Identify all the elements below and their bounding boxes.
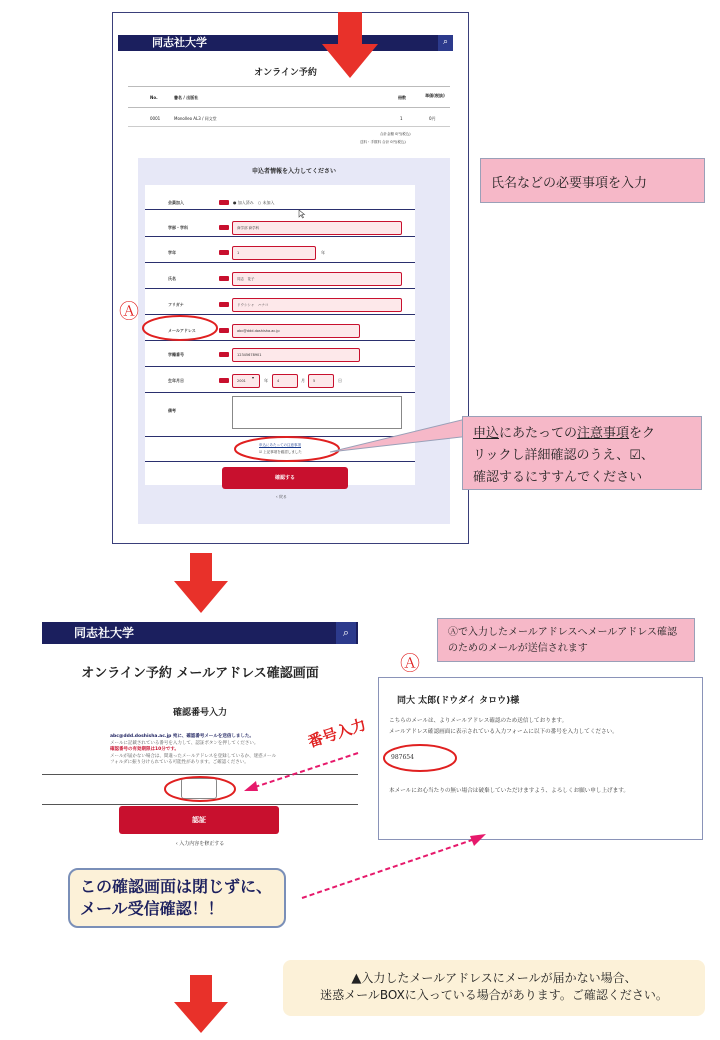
required-badge bbox=[219, 276, 229, 281]
confirm-button[interactable]: 確認する bbox=[222, 467, 348, 489]
email-body-line: メールアドレス確認画面に表示されている入力フォームに以下の番号を入力してください。 bbox=[389, 729, 618, 735]
required-badge bbox=[219, 352, 229, 357]
day-suffix: 日 bbox=[338, 378, 342, 383]
year-suffix: 年 bbox=[264, 378, 268, 383]
warning-icon: ▲ bbox=[351, 971, 362, 986]
page-title: オンライン予約 bbox=[254, 68, 317, 78]
name-field[interactable]: 同志 花子 bbox=[232, 272, 402, 286]
month-suffix: 月 bbox=[301, 378, 305, 383]
site-logo-2[interactable]: 同志社大学 bbox=[74, 626, 135, 640]
row-divider bbox=[145, 366, 415, 367]
field-label-birthdate: 生年月日 bbox=[168, 378, 184, 383]
email-body-line: 本メールにお心当たりの無い場合は破棄していただけますよう、よろしくお願い申し上げます。 bbox=[389, 788, 629, 794]
search-button-2[interactable] bbox=[336, 622, 356, 644]
fix-input-link[interactable]: ‹ 入力内容を修正する bbox=[175, 841, 225, 847]
field-label-student-id: 学籍番号 bbox=[168, 352, 184, 357]
confirm-page-title: オンライン予約 メールアドレス確認画面 bbox=[81, 666, 319, 681]
grade-suffix: 年 bbox=[321, 250, 325, 255]
auth-button[interactable]: 認証 bbox=[119, 806, 279, 834]
cart-table-row: 0001 Monolleo AL3 / 同文堂 1 0円 bbox=[128, 111, 450, 127]
field-label-remarks: 備考 bbox=[168, 408, 176, 413]
email-code-highlight-ellipse bbox=[381, 742, 459, 774]
email-highlight-ellipse bbox=[140, 313, 220, 343]
notes-confirm-checkbox[interactable]: ☑ 上記事項を確認しました bbox=[259, 450, 302, 454]
dashed-arrow-to-email bbox=[298, 830, 490, 902]
field-label-faculty: 学部・学科 bbox=[168, 225, 188, 230]
mouse-cursor-icon bbox=[298, 209, 306, 219]
row-divider bbox=[145, 288, 415, 289]
field-label-furigana: フリガナ bbox=[168, 302, 184, 307]
required-badge bbox=[219, 302, 229, 307]
number-input-label: 番号入力 bbox=[305, 715, 369, 752]
down-arrow-icon bbox=[174, 553, 228, 613]
marker-a: Ⓐ bbox=[119, 299, 139, 323]
required-badge bbox=[219, 328, 229, 333]
underlined-text: 注意事項 bbox=[577, 426, 630, 441]
dashed-arrow-to-input bbox=[240, 748, 360, 798]
cart-table-header: No. 書名 / 出版社 冊数 単価(税抜) bbox=[128, 86, 450, 108]
form-title: 申込者情報を入力してください bbox=[251, 168, 336, 175]
down-arrow-icon bbox=[174, 975, 228, 1033]
callout-input-required: 氏名などの必要事項を入力 bbox=[480, 158, 705, 203]
callout-email-sent: Ⓐで入力したメールアドレスへメールアドレス確認のためのメールが送信されます bbox=[437, 618, 695, 662]
email-greeting: 同大 太郎(ドウダイ タロウ)様 bbox=[397, 696, 520, 706]
email-field[interactable]: abc@ddd.doshisha.ac.jp bbox=[232, 324, 360, 338]
row-divider bbox=[145, 209, 415, 210]
search-button[interactable] bbox=[438, 35, 453, 51]
required-badge bbox=[219, 378, 229, 383]
student-id-field[interactable]: 12345678901 bbox=[232, 348, 360, 362]
membership-radio-group[interactable]: ● 加入済み ○ 未加入 bbox=[233, 200, 275, 205]
birth-day-field[interactable]: 5 bbox=[308, 374, 334, 388]
code-section-bottom-line bbox=[42, 804, 358, 805]
confirm-message: abc@ddd.doshisha.ac.jp 宛に、確認番号メールを送信しました。 メールに記載されている番号を入力して、認証ボタンを押してください。 確認番号の有効期限は10分です。 メールが届かない場合は、間違ったメールアドレスを登録しているか、迷惑メール フォルダに振り分けられている可能性があります。ご確認ください。 bbox=[110, 734, 277, 765]
field-label-membership: 会員加入 bbox=[168, 200, 184, 205]
callout-notes: 申込にあたっての注意事項をク リックし詳細確認のうえ、☑、 確認するにすすんでください bbox=[462, 416, 702, 490]
notes-highlight-ellipse bbox=[232, 434, 342, 464]
birth-month-field[interactable]: 4 bbox=[272, 374, 298, 388]
search-icon: ⌕ bbox=[342, 626, 350, 639]
confirm-subtitle: 確認番号入力 bbox=[172, 708, 227, 718]
field-label-name: 氏名 bbox=[168, 276, 176, 281]
field-label-email: メールアドレス bbox=[168, 328, 196, 333]
search-icon: ⌕ bbox=[442, 37, 449, 47]
callout-pointer bbox=[330, 416, 470, 456]
grade-field[interactable]: 1 bbox=[232, 246, 316, 260]
required-badge bbox=[219, 225, 229, 230]
site-logo[interactable]: 同志社大学 bbox=[152, 36, 207, 49]
marker-a-2: Ⓐ bbox=[400, 651, 420, 675]
furigana-field[interactable]: ドウシシャ ハナコ bbox=[232, 298, 402, 312]
chevron-down-icon: ▾ bbox=[252, 375, 255, 380]
callout-dont-close: この確認画面は閉じずに、メール受信確認！！ bbox=[68, 868, 286, 928]
row-divider bbox=[145, 392, 415, 393]
back-link[interactable]: ‹ 戻る bbox=[276, 494, 287, 499]
shipping-total: 送料・手数料 合計 0円(税込) bbox=[360, 140, 406, 144]
birth-year-select[interactable]: 2001 bbox=[232, 374, 260, 388]
email-code: 987654 bbox=[391, 754, 414, 761]
email-body-line: こちらのメールは、よりメールアドレス確認のため送信しております。 bbox=[389, 718, 568, 724]
notes-link[interactable]: 申込にあたっての注意事項 bbox=[259, 443, 301, 447]
row-divider bbox=[145, 236, 415, 237]
down-arrow-icon bbox=[322, 12, 378, 78]
warning-note: ▲入力したメールアドレスにメールが届かない場合、 迷惑メールBOXに入っている場合があります。ご確認ください。 bbox=[283, 960, 705, 1016]
faculty-field[interactable]: 商学部 商学科 bbox=[232, 221, 402, 235]
field-label-grade: 学年 bbox=[168, 250, 176, 255]
required-badge bbox=[219, 200, 229, 205]
row-divider bbox=[145, 262, 415, 263]
required-badge bbox=[219, 250, 229, 255]
code-input-highlight-ellipse bbox=[162, 774, 238, 804]
underlined-text: 申込 bbox=[473, 426, 500, 441]
total-amount: 合計金額 0円(税込) bbox=[380, 132, 411, 136]
